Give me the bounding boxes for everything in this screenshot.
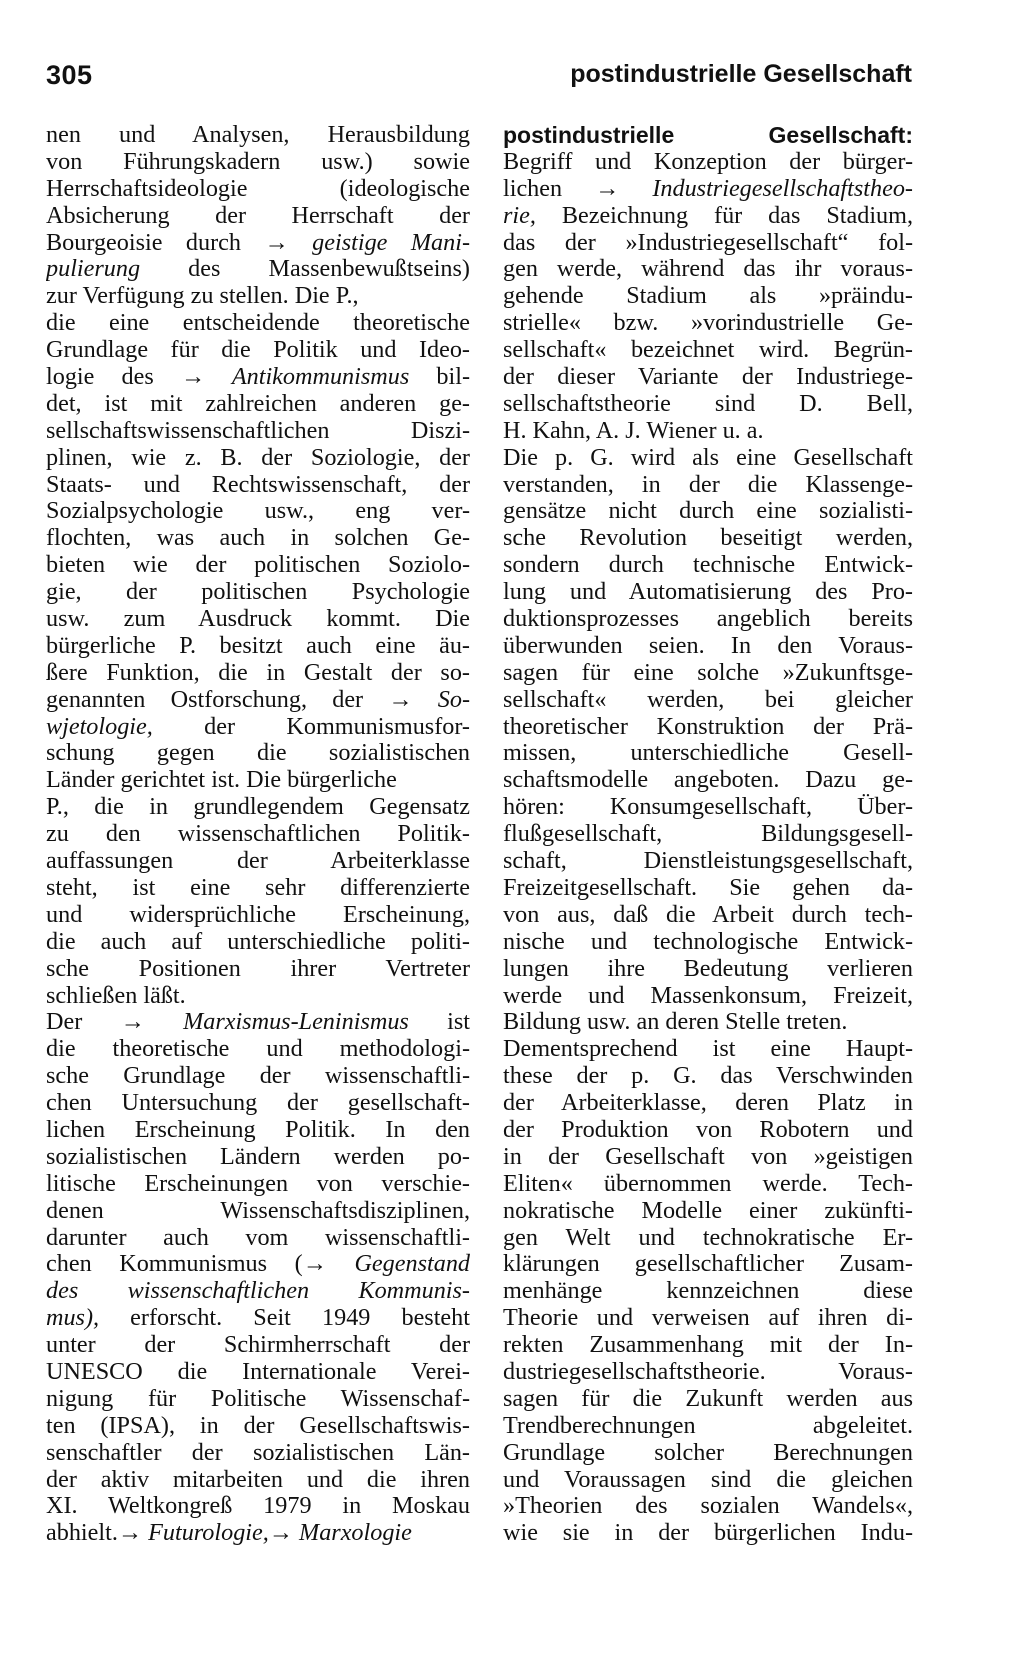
text-line bbox=[503, 256, 913, 283]
text-line bbox=[46, 310, 470, 337]
line-text: lung und Automatisierung des Pro- bbox=[503, 579, 913, 606]
line-text: Grundlage für die Politik und Ideo- bbox=[46, 337, 470, 364]
line-text: theoretischer Konstruktion der Prä- bbox=[503, 713, 913, 740]
text-line bbox=[46, 176, 470, 203]
text-line bbox=[46, 1493, 470, 1520]
line-text: ßere Funktion, die in Gestalt der so- bbox=[46, 659, 470, 686]
text-line bbox=[503, 1117, 913, 1144]
text-line bbox=[503, 606, 913, 633]
text-line bbox=[503, 1063, 913, 1090]
text-line bbox=[46, 929, 470, 956]
line-text: sozialistischen Ländern werden po- bbox=[46, 1143, 470, 1170]
text-line bbox=[46, 1171, 470, 1198]
line-text: nische und technologische Entwick- bbox=[503, 928, 913, 955]
text-line bbox=[503, 1036, 913, 1063]
line-text: Trendberechnungen abgeleitet. bbox=[503, 1412, 913, 1439]
text-line bbox=[46, 1359, 470, 1386]
line-text: usw. zum Ausdruck kommt. Die bbox=[46, 606, 470, 633]
line-text: sellschaft« werden, bei gleicher bbox=[503, 686, 913, 713]
line-text: Staats- und Rechtswissenschaft, der bbox=[46, 471, 470, 498]
text-line bbox=[46, 794, 470, 821]
line-text: plinen, wie z. B. der Soziologie, der bbox=[46, 444, 470, 471]
line-text: von Führungskadern usw.) sowie bbox=[46, 148, 470, 175]
line-text: Der bbox=[46, 1009, 121, 1036]
line-text: duktionsprozesses angeblich bereits bbox=[503, 606, 913, 633]
text-line bbox=[503, 579, 913, 606]
text-line bbox=[46, 983, 470, 1010]
line-text: schaftsmodelle angeboten. Dazu ge- bbox=[503, 767, 913, 794]
text-line bbox=[46, 1467, 470, 1494]
text-line bbox=[46, 875, 470, 902]
text-line bbox=[503, 1413, 913, 1440]
cross-reference: des wissenschaftlichen Kommunis- bbox=[46, 1278, 470, 1305]
line-text: der dieser Variante der Industriege- bbox=[503, 364, 913, 391]
text-line bbox=[503, 364, 913, 391]
line-text: zur Verfügung zu stellen. Die P., bbox=[46, 283, 359, 310]
text-line bbox=[503, 1144, 913, 1171]
cross-reference: → geistige Mani- bbox=[264, 229, 470, 256]
text-line bbox=[503, 767, 913, 794]
line-text: steht, ist eine sehr differenzierte bbox=[46, 874, 470, 901]
text-line bbox=[503, 1332, 913, 1359]
left-column bbox=[46, 122, 470, 1547]
line-text: senschaftler der sozialistischen Län- bbox=[46, 1439, 470, 1466]
line-text: nen und Analysen, Herausbildung bbox=[46, 122, 470, 148]
text-line bbox=[46, 1251, 470, 1278]
text-line bbox=[503, 552, 913, 579]
line-text: der Produktion von Robotern und bbox=[503, 1116, 913, 1143]
line-text: genannten Ostforschung, der bbox=[46, 686, 389, 713]
line-text: bürgerliche P. besitzt auch eine äu- bbox=[46, 632, 470, 659]
text-line bbox=[46, 660, 470, 687]
text-line bbox=[503, 283, 913, 310]
line-text: Begriff und Konzeption der bürger- bbox=[503, 148, 913, 175]
cross-reference: → Antikommunismus bbox=[180, 364, 410, 391]
line-text: dustriegesellschaftstheorie. Voraus- bbox=[503, 1358, 913, 1385]
text-line bbox=[46, 687, 470, 714]
text-line bbox=[503, 848, 913, 875]
line-text: H. Kahn, A. J. Wiener u. a. bbox=[503, 417, 764, 444]
line-text: chen Untersuchung der gesellschaft- bbox=[46, 1090, 470, 1117]
cross-reference: wjetologie, bbox=[46, 713, 153, 740]
text-line bbox=[503, 1359, 913, 1386]
line-text: bieten wie der politischen Soziolo- bbox=[46, 552, 470, 579]
text-line bbox=[46, 848, 470, 875]
line-text: sche Grundlage der wissenschaftli- bbox=[46, 1063, 470, 1090]
line-text: nokratische Modelle einer zukünfti- bbox=[503, 1197, 913, 1224]
text-line bbox=[503, 660, 913, 687]
text-line bbox=[46, 1117, 470, 1144]
line-text: Theorie und verweisen auf ihren di- bbox=[503, 1305, 913, 1332]
line-text: der aktiv mitarbeiten und die ihren bbox=[46, 1466, 470, 1493]
text-line bbox=[503, 203, 913, 230]
text-line bbox=[503, 418, 913, 445]
text-line bbox=[503, 714, 913, 741]
text-line bbox=[503, 983, 913, 1010]
line-text: bil- bbox=[409, 364, 470, 391]
running-head: postindustrielle Gesellschaft bbox=[570, 60, 912, 88]
text-line bbox=[46, 1386, 470, 1413]
text-line bbox=[46, 1225, 470, 1252]
cross-reference: rie, bbox=[503, 202, 536, 229]
line-text: die eine entscheidende theoretische bbox=[46, 310, 470, 337]
text-line bbox=[46, 149, 470, 176]
line-text: verstanden, in der die Klassenge- bbox=[503, 471, 913, 498]
text-line bbox=[503, 1278, 913, 1305]
text-line bbox=[46, 606, 470, 633]
line-text: des Massenbewußtseins) bbox=[140, 256, 470, 283]
text-line bbox=[46, 445, 470, 472]
text-line bbox=[503, 1009, 913, 1036]
line-text: gehende Stadium als »präindu- bbox=[503, 283, 913, 310]
line-text: strielle« bzw. »vorindustrielle Ge- bbox=[503, 310, 913, 337]
text-line bbox=[503, 149, 913, 176]
text-line bbox=[46, 956, 470, 983]
text-line bbox=[503, 472, 913, 499]
line-text: menhänge kennzeichnen diese bbox=[503, 1278, 913, 1305]
text-line bbox=[503, 391, 913, 418]
text-line bbox=[46, 1305, 470, 1332]
text-line bbox=[46, 1413, 470, 1440]
line-text: missen, unterschiedliche Gesell- bbox=[503, 740, 913, 767]
text-line bbox=[503, 1467, 913, 1494]
line-text: sagen für die Zukunft werden aus bbox=[503, 1385, 913, 1412]
line-text: ist bbox=[408, 1009, 470, 1036]
text-line bbox=[503, 1171, 913, 1198]
line-text: Absicherung der Herrschaft der bbox=[46, 202, 470, 229]
text-line bbox=[503, 230, 913, 257]
line-text: schaft, Dienstleistungsgesellschaft, bbox=[503, 848, 913, 875]
line-text: »Theorien des sozialen Wandels«, bbox=[503, 1493, 913, 1520]
line-text: Dementsprechend ist eine Haupt- bbox=[503, 1036, 913, 1063]
text-line bbox=[46, 418, 470, 445]
right-column bbox=[503, 122, 913, 1547]
text-line bbox=[503, 1493, 913, 1520]
line-text: und Voraussagen sind die gleichen bbox=[503, 1466, 913, 1493]
text-line bbox=[503, 794, 913, 821]
cross-reference: pulierung bbox=[46, 256, 141, 283]
text-line bbox=[46, 498, 470, 525]
text-line bbox=[46, 1520, 470, 1547]
text-line bbox=[46, 1198, 470, 1225]
text-line bbox=[46, 821, 470, 848]
text-line bbox=[46, 714, 470, 741]
line-text: flußgesellschaft, Bildungsgesell- bbox=[503, 821, 913, 848]
text-line bbox=[503, 687, 913, 714]
text-line bbox=[503, 929, 913, 956]
line-text: sche Revolution beseitigt werden, bbox=[503, 525, 913, 552]
line-text: gen Welt und technokratische Er- bbox=[503, 1224, 913, 1251]
text-line bbox=[46, 1036, 470, 1063]
line-text: klärungen gesellschaftlicher Zusam- bbox=[503, 1251, 913, 1278]
text-line bbox=[503, 337, 913, 364]
line-text: sondern durch technische Entwick- bbox=[503, 552, 913, 579]
line-text: sellschaftstheorie sind D. Bell, bbox=[503, 390, 913, 417]
line-text: gensätze nicht durch eine sozialisti- bbox=[503, 498, 913, 525]
text-line bbox=[46, 740, 470, 767]
line-text: sellschaftswissenschaftlichen Diszi- bbox=[46, 417, 470, 444]
line-text: sagen für eine solche »Zukunftsge- bbox=[503, 659, 913, 686]
text-line bbox=[503, 1305, 913, 1332]
line-text: UNESCO die Internationale Verei- bbox=[46, 1358, 470, 1385]
text-line bbox=[503, 310, 913, 337]
text-line bbox=[46, 579, 470, 606]
text-line bbox=[503, 525, 913, 552]
line-text: gen werde, während das ihr voraus- bbox=[503, 256, 913, 283]
cross-reference: → So- bbox=[388, 686, 470, 713]
line-text: Eliten« übernommen werde. Tech- bbox=[503, 1170, 913, 1197]
text-line bbox=[503, 821, 913, 848]
line-text: Bourgeoisie durch bbox=[46, 229, 265, 256]
line-text: die theoretische und methodologi- bbox=[46, 1036, 470, 1063]
page-number: 305 bbox=[46, 60, 93, 90]
text-line bbox=[46, 337, 470, 364]
line-text: der Arbeiterklasse, deren Platz in bbox=[503, 1090, 913, 1117]
text-line bbox=[46, 472, 470, 499]
page-header bbox=[46, 60, 912, 94]
line-text: lungen ihre Bedeutung verlieren bbox=[503, 955, 913, 982]
text-line bbox=[503, 445, 913, 472]
line-text: von aus, daß die Arbeit durch tech- bbox=[503, 901, 913, 928]
text-line bbox=[503, 122, 913, 149]
line-text: abhielt. bbox=[46, 1520, 118, 1547]
line-text: logie des bbox=[46, 364, 181, 391]
line-text: nigung für Politische Wissenschaf- bbox=[46, 1385, 470, 1412]
line-text: unter der Schirmherrschaft der bbox=[46, 1332, 470, 1359]
line-text: det, ist mit zahlreichen anderen ge- bbox=[46, 390, 470, 417]
text-line bbox=[503, 1225, 913, 1252]
line-text: chen Kommunismus ( bbox=[46, 1251, 303, 1278]
text-line bbox=[46, 230, 470, 257]
line-text: litische Erscheinungen von verschie- bbox=[46, 1170, 470, 1197]
text-line bbox=[46, 203, 470, 230]
line-text: wie sie in der bürgerlichen Indu- bbox=[503, 1520, 913, 1547]
text-line bbox=[503, 1440, 913, 1467]
cross-reference: → Marxismus-Leninismus bbox=[120, 1009, 409, 1036]
cross-reference: mus), bbox=[46, 1305, 100, 1332]
cross-reference: → Futurologie,→ Marxologie bbox=[117, 1520, 412, 1547]
line-text: werde und Massenkonsum, Freizeit, bbox=[503, 982, 913, 1009]
text-line bbox=[503, 875, 913, 902]
entry-headword: postindustrielle Gesellschaft: bbox=[503, 122, 913, 148]
line-text: these der p. G. das Verschwinden bbox=[503, 1063, 913, 1090]
line-text: Grundlage solcher Berechnungen bbox=[503, 1439, 913, 1466]
text-line bbox=[46, 552, 470, 579]
text-line bbox=[46, 1144, 470, 1171]
line-text: Länder gerichtet ist. Die bürgerliche bbox=[46, 767, 397, 794]
line-text: überwunden seien. In den Voraus- bbox=[503, 632, 913, 659]
line-text: Freizeitgesellschaft. Sie gehen da- bbox=[503, 874, 913, 901]
line-text: Sozialpsychologie usw., eng ver- bbox=[46, 498, 470, 525]
text-line bbox=[46, 122, 470, 149]
text-line bbox=[46, 1332, 470, 1359]
line-text: das der »Industriegesellschaft“ fol- bbox=[503, 229, 913, 256]
text-line bbox=[503, 956, 913, 983]
text-line bbox=[46, 633, 470, 660]
text-line bbox=[46, 1063, 470, 1090]
line-text: hören: Konsumgesellschaft, Über- bbox=[503, 794, 913, 821]
line-text: darunter auch vom wissenschaftli- bbox=[46, 1224, 470, 1251]
line-text: erforscht. Seit 1949 besteht bbox=[99, 1305, 470, 1332]
line-text: Die p. G. wird als eine Gesellschaft bbox=[503, 444, 913, 471]
line-text: Herrschaftsideologie (ideologische bbox=[46, 175, 470, 202]
text-line bbox=[503, 1386, 913, 1413]
text-line bbox=[46, 767, 470, 794]
text-line bbox=[46, 391, 470, 418]
line-text: ten (IPSA), in der Gesellschaftswis- bbox=[46, 1412, 470, 1439]
line-text: rekten Zusammenhang mit der In- bbox=[503, 1332, 913, 1359]
line-text: schließen läßt. bbox=[46, 982, 186, 1009]
text-line bbox=[503, 633, 913, 660]
text-line bbox=[503, 1198, 913, 1225]
line-text: Bezeichnung für das Stadium, bbox=[535, 202, 913, 229]
line-text: P., die in grundlegendem Gegensatz bbox=[46, 794, 470, 821]
text-line bbox=[503, 902, 913, 929]
line-text: die auch auf unterschiedliche politi- bbox=[46, 928, 470, 955]
cross-reference: → Industriegesellschaftstheo- bbox=[595, 175, 913, 202]
text-line bbox=[503, 1251, 913, 1278]
line-text: sche Positionen ihrer Vertreter bbox=[46, 955, 470, 982]
text-line bbox=[46, 902, 470, 929]
text-line bbox=[46, 1009, 470, 1036]
text-line bbox=[503, 498, 913, 525]
line-text: gie, der politischen Psychologie bbox=[46, 579, 470, 606]
text-line bbox=[503, 176, 913, 203]
line-text: sellschaft« bezeichnet wird. Begrün- bbox=[503, 337, 913, 364]
line-text: der Kommunismusfor- bbox=[152, 713, 470, 740]
line-text: zu den wissenschaftlichen Politik- bbox=[46, 821, 470, 848]
line-text: schung gegen die sozialistischen bbox=[46, 740, 470, 767]
cross-reference: → Gegenstand bbox=[302, 1251, 470, 1278]
line-text: lichen bbox=[503, 175, 596, 202]
line-text: denen Wissenschaftsdisziplinen, bbox=[46, 1197, 470, 1224]
text-line bbox=[46, 1090, 470, 1117]
text-line bbox=[46, 1278, 470, 1305]
line-text: auffassungen der Arbeiterklasse bbox=[46, 848, 470, 875]
text-line bbox=[46, 283, 470, 310]
text-line bbox=[46, 525, 470, 552]
line-text: XI. Weltkongreß 1979 in Moskau bbox=[46, 1493, 470, 1520]
line-text: Bildung usw. an deren Stelle treten. bbox=[503, 1009, 848, 1036]
text-line bbox=[46, 1440, 470, 1467]
text-line bbox=[503, 1520, 913, 1547]
line-text: lichen Erscheinung Politik. In den bbox=[46, 1116, 470, 1143]
text-line bbox=[46, 256, 470, 283]
line-text: in der Gesellschaft von »geistigen bbox=[503, 1143, 913, 1170]
line-text: und widersprüchliche Erscheinung, bbox=[46, 901, 470, 928]
text-line bbox=[503, 1090, 913, 1117]
text-line bbox=[46, 364, 470, 391]
text-line bbox=[503, 740, 913, 767]
line-text: flochten, was auch in solchen Ge- bbox=[46, 525, 470, 552]
